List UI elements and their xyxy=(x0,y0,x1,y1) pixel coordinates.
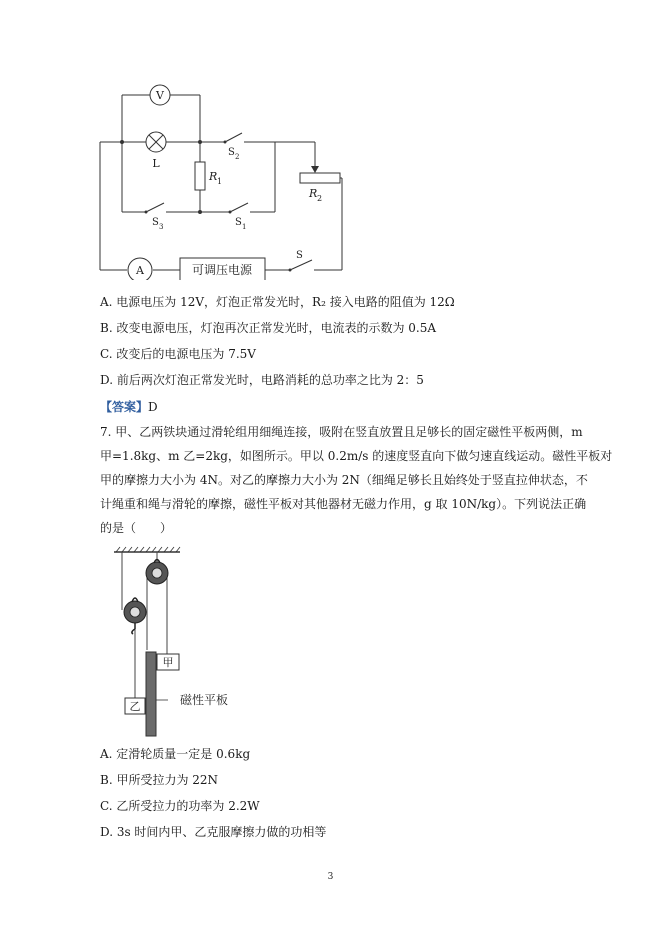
block-jia xyxy=(157,654,179,670)
s1-subscript: 1 xyxy=(242,223,247,231)
q6-option-c: C. 改变后的电源电压为 7.5V xyxy=(100,347,256,361)
power-supply-label: 可调压电源 xyxy=(191,263,253,277)
q7-stem-line-4: 计绳重和绳与滑轮的摩擦，磁性平板对其他器材无磁力作用，g 取 10N/kg）。下列说法正确 xyxy=(100,497,587,511)
q6-option-a: A. 电源电压为 12V，灯泡正常发光时，R₂ 接入电路的阻值为 12Ω xyxy=(100,295,455,309)
r2-label: R xyxy=(309,187,318,200)
s1-label: S xyxy=(235,217,242,228)
q6-option-d: D. 前后两次灯泡正常发光时，电路消耗的总功率之比为 2：5 xyxy=(100,373,424,387)
lamp-symbol xyxy=(146,132,166,170)
q7-option-b: B. 甲所受拉力为 22N xyxy=(100,773,219,787)
switch-s-label: S xyxy=(296,250,303,261)
block-yi xyxy=(125,698,145,714)
q6-answer xyxy=(100,398,158,415)
board-label: 磁性平板 xyxy=(180,693,229,707)
svg-text:L: L xyxy=(152,157,160,170)
q7-option-a: A. 定滑轮质量一定是 0.6kg xyxy=(100,747,251,761)
circuit-diagram xyxy=(90,80,360,280)
magnetic-board xyxy=(146,652,156,736)
q7-option-d: D. 3s 时间内甲、乙克服摩擦力做的功相等 xyxy=(100,825,327,839)
voltmeter-symbol xyxy=(150,85,170,105)
q6-option-b: B. 改变电源电压，灯泡再次正常发光时，电流表的示数为 0.5A xyxy=(100,321,437,335)
page-number: 3 xyxy=(327,872,334,882)
q7-stem-line-1: 7. 甲、乙两铁块通过滑轮组用细绳连接，吸附在竖直放置且足够长的固定磁性平板两侧，m xyxy=(100,425,583,439)
pulley-figure xyxy=(100,540,280,740)
svg-text:乙: 乙 xyxy=(129,700,141,713)
s2-subscript: 2 xyxy=(235,153,240,161)
svg-text:A: A xyxy=(136,264,144,277)
svg-text:V: V xyxy=(156,89,164,102)
q7-stem-line-2: 甲=1.8kg、m 乙=2kg，如图所示。甲以 0.2m/s 的速度竖直向下做匀速直线运动。磁性平板对 xyxy=(100,449,613,463)
r1-label: R xyxy=(209,170,218,183)
answer-value: D xyxy=(148,400,158,414)
movable-pulley xyxy=(124,598,146,634)
ammeter-symbol xyxy=(128,258,152,280)
r2-subscript: 2 xyxy=(317,194,323,203)
r1-subscript: 1 xyxy=(217,177,223,186)
q7-stem-line-3: 甲的摩擦力大小为 4N。对乙的摩擦力大小为 2N（细绳足够长且始终处于竖直拉伸状态，不 xyxy=(100,473,588,487)
fixed-pulley xyxy=(146,560,168,585)
q7-stem-line-5: 的是（ ） xyxy=(100,521,173,535)
s2-label: S xyxy=(228,147,235,158)
s3-subscript: 3 xyxy=(159,223,164,231)
q7-option-c: C. 乙所受拉力的功率为 2.2W xyxy=(100,799,260,813)
svg-text:甲: 甲 xyxy=(162,656,174,669)
s3-label: S xyxy=(152,217,159,228)
answer-tag: 【答案】 xyxy=(100,400,149,414)
